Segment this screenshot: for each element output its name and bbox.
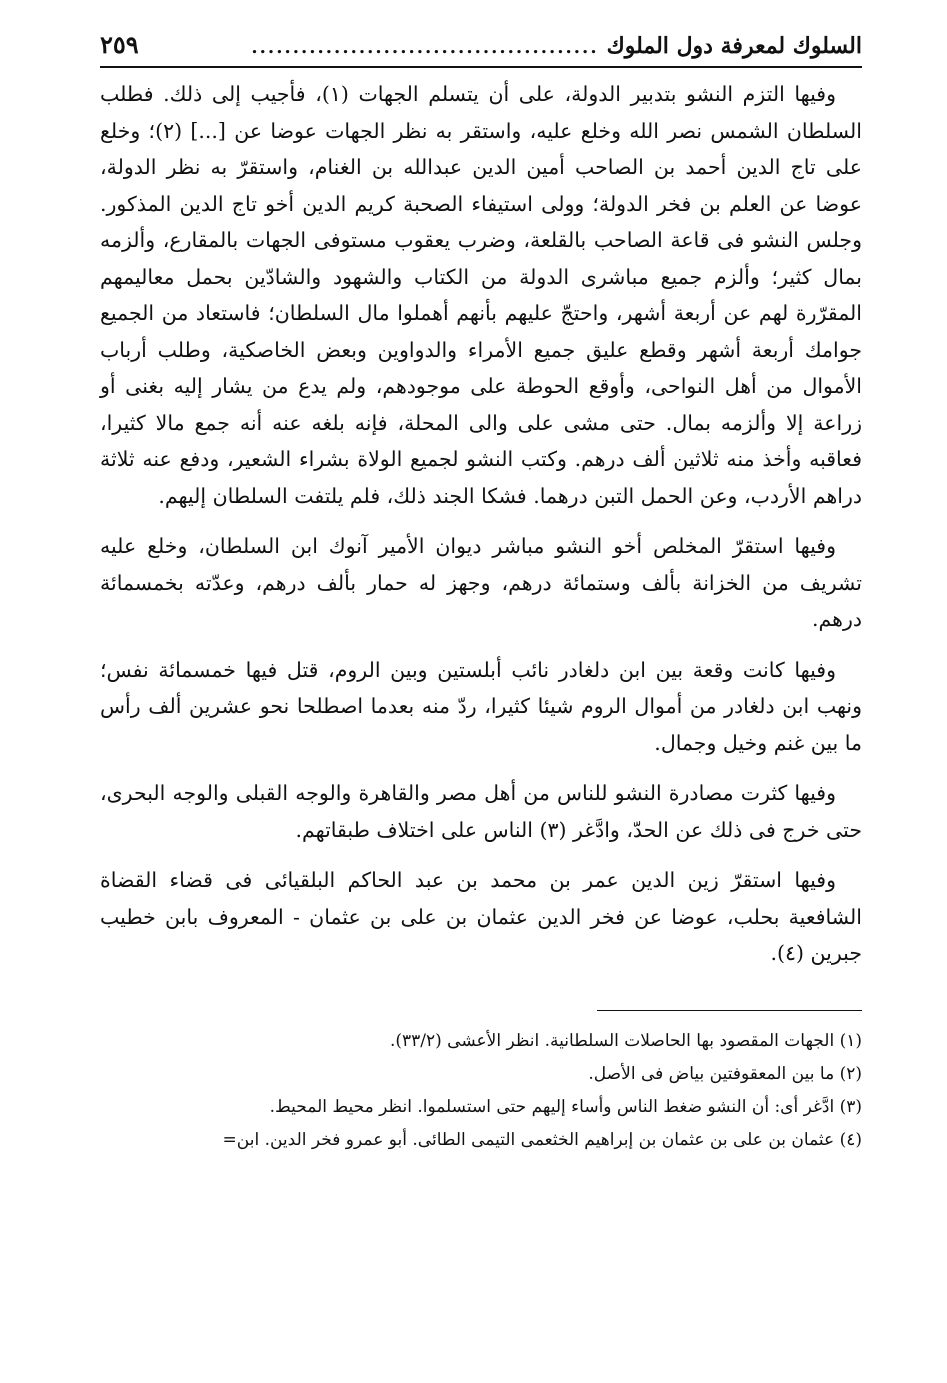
dot-leaders: .......................................... [251, 37, 599, 58]
paragraph-confiscations: وفيها كثرت مصادرة النشو للناس من أهل مصر والقاهرة والوجه القبلى والوجه البحرى، حتى خرج فى ذلك عن الحدّ، وادَّغر (٣) الناس على اختلاف طبقاتهم. [100, 781, 862, 842]
running-head [100, 30, 862, 68]
paragraph-dulghadir-battle: وفيها كانت وقعة بين ابن دلغادر نائب أبلستين وبين الروم، قتل فيها خمسمائة نفس؛ ونهب ابن دلغادر من أموال الروم شيئا كثيرا، ردّ منه بعدما اصطلحا نحو عشرين ألف رأس ما بين غنم وخيل وجمال. [100, 657, 862, 755]
main-text [100, 76, 862, 972]
footnote-1: (١) الجهات المقصود بها الحاصلات السلطانية. انظر الأعشى (٣٣/٢). [389, 1030, 862, 1051]
paragraph-nashw-administration: وفيها التزم النشو بتدبير الدولة، على أن يتسلم الجهات (١)، فأجيب إلى ذلك. فطلب السلطان الشمس نصر الله وخلع عليه، واستقر به نظر الجهات عوضا عن [...] (٢)؛ وخلع على تاج الدين أحمد بن الصاحب أمين الدين عبدالله بن الغنام، واستقرّ به نظر الدولة، عوضا عن العلم بن فخر الدولة؛ وولى استيفاء الصحبة كريم الدين أخو تاج الدين المذكور. وجلس النشو فى قاعة الصاحب بالقلعة، وضرب يعقوب مستوفى الجهات بالمقارع، وألزمه بمال كثير؛ وألزم جميع مباشرى الدولة من الكتاب والشهود والشادّين بحمل معاليمهم المقرّرة لهم عن أربعة أشهر، واحتجّ عليهم بأنهم أهملوا مال السلطان؛ فاستعاد من الجميع جوامك أربعة أشهر وقطع عليق جميع الأمراء والدواوين وبعض الخاصكية، وطلب أرباب الأموال من أهل النواحى، وأوقع الحوطة على موجودهم، ولم يدع من يشار إليه بغنى أو زراعة إلا وألزمه بمال. حتى مشى على والى المحلة، فإنه بلغه عنه أنه جمع مالا كثيرا، فعاقبه وأخذ منه ثلاثين ألف درهم. وكتب النشو لجميع الولاة بشراء الشعير، ودفع عنه ثلاثة دراهم الأردب، وعن الحمل التبن درهما. فشكا الجند ذلك، فلم يلتفت السلطان إليهم. [100, 82, 862, 508]
paragraph-mukhlis-appointment: وفيها استقرّ المخلص أخو النشو مباشر ديوان الأمير آنوك ابن السلطان، وخلع عليه تشريف من الخزانة بألف وستمائة درهم، وجهز له حمار بألف درهم، وعدّته بخمسمائة درهم. [100, 534, 862, 631]
footnotes [100, 1025, 862, 1157]
footnote-2: (٢) ما بين المعقوفتين بياض فى الأصل. [588, 1063, 862, 1084]
footnote-divider [597, 1010, 862, 1011]
footnote-3: (٣) ادَّغر أى: أن النشو ضغط الناس وأساء إليهم حتى استسلموا. انظر محيط المحيط. [269, 1096, 862, 1117]
running-title: السلوك لمعرفة دول الملوك [606, 33, 862, 59]
footnote-4: (٤) عثمان بن على بن عثمان بن إبراهيم الخثعمى التيمى الطائى. أبو عمرو فخر الدين. ابن= [222, 1129, 862, 1150]
page-number: ٢٥٩ [100, 30, 139, 59]
paragraph-zayn-al-din-judge: وفيها استقرّ زين الدين عمر بن محمد بن عبد الحاكم البلقيائى فى قضاء القضاة الشافعية بحلب، عوضا عن فخر الدين عثمان بن على بن عثمان - المعروف بابن خطيب جبرين (٤). [100, 868, 862, 965]
book-page [100, 30, 862, 1157]
